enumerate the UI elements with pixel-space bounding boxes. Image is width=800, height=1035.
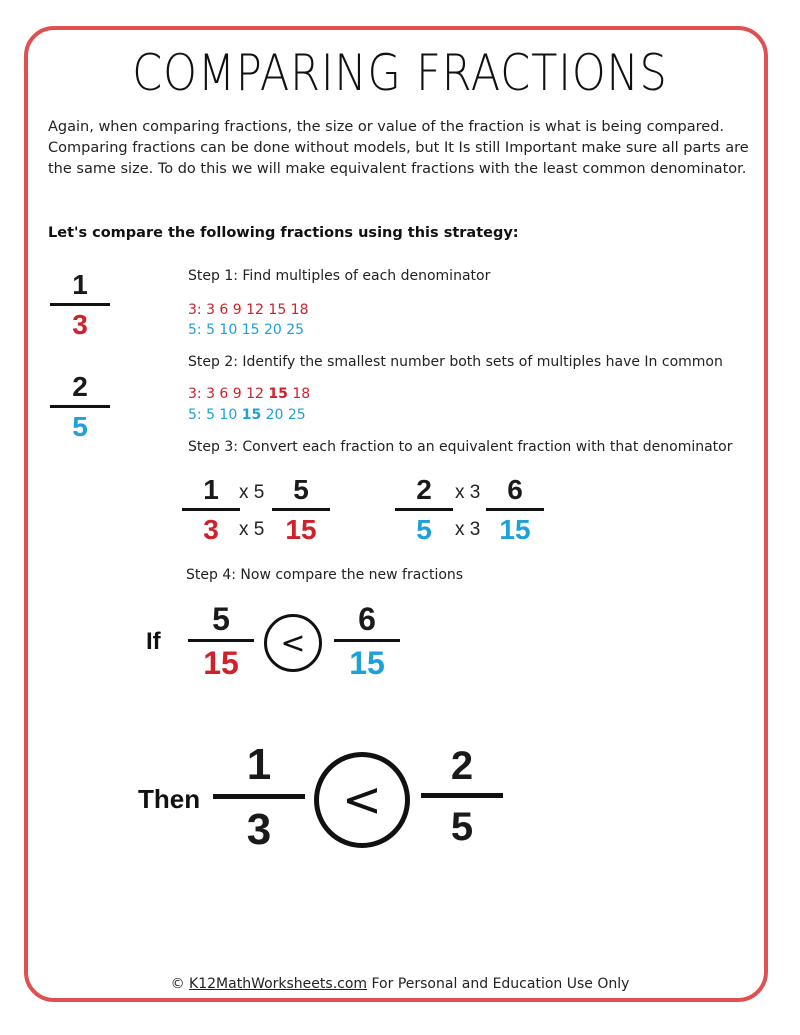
- multiples-of-three: 3: 3 6 9 12 15 18: [188, 302, 309, 318]
- less-than-symbol: <: [280, 625, 306, 661]
- numerator: 2: [72, 371, 88, 402]
- less-than-circle: [264, 614, 322, 672]
- numerator: 1: [72, 269, 88, 300]
- copyright-symbol: ©: [170, 976, 185, 992]
- fraction-bar: [50, 405, 110, 408]
- fraction-bar: [50, 303, 110, 306]
- step3-right-equivalent-fraction: [486, 474, 544, 546]
- multiplier-top: x 3: [455, 482, 481, 503]
- fraction-bar: [421, 793, 503, 798]
- denominator: 15: [285, 514, 317, 545]
- footer: [0, 976, 800, 992]
- numerator: 6: [358, 601, 376, 637]
- denominator: 5: [416, 514, 432, 545]
- denominator: 3: [246, 805, 272, 854]
- multiples-text: 18: [287, 386, 311, 402]
- numerator: 5: [293, 474, 309, 505]
- step3-left-original-fraction: [182, 474, 240, 546]
- step4-fraction-a: [188, 601, 254, 681]
- multiples-text: 5: 5 10: [188, 407, 242, 423]
- fraction-bar: [395, 508, 453, 511]
- then-word: Then: [138, 784, 201, 814]
- conclusion-fraction-two-fifths: [421, 743, 503, 850]
- multiples-of-three-highlighted: [188, 384, 310, 404]
- step3-left-equivalent-fraction: [272, 474, 330, 546]
- given-fraction-one-third: [50, 268, 110, 342]
- multiples-text: 3: 3 6 9 12: [188, 386, 269, 402]
- multiples-text: 20 25: [261, 407, 306, 423]
- site-link[interactable]: K12MathWorksheets.com: [189, 976, 368, 992]
- step-2-label: Step 2: Identify the smallest number both sets of multiples have In common: [188, 354, 723, 370]
- fraction-bar: [334, 639, 400, 642]
- denominator: 15: [203, 645, 239, 681]
- fraction-bar: [188, 639, 254, 642]
- denominator: 5: [450, 805, 474, 849]
- multiplier-top: x 5: [239, 482, 265, 503]
- numerator: 1: [246, 740, 272, 789]
- footer-note: For Personal and Education Use Only: [371, 976, 630, 992]
- conclusion-fraction-one-third: [213, 740, 305, 855]
- denominator: 3: [203, 514, 219, 545]
- multiplier-bottom: x 5: [239, 519, 265, 540]
- multiples-of-five: 5: 5 10 15 20 25: [188, 322, 305, 338]
- denominator: 5: [72, 411, 88, 442]
- numerator: 2: [416, 474, 432, 505]
- page-title: COMPARING FRACTIONS: [132, 44, 668, 102]
- fraction-bar: [213, 794, 305, 799]
- if-word: If: [146, 628, 161, 655]
- multiplier-bottom: x 3: [455, 519, 481, 540]
- multiples-of-five-highlighted: [188, 405, 306, 425]
- fraction-bar: [272, 508, 330, 511]
- step-1-label: Step 1: Find multiples of each denominator: [188, 268, 491, 284]
- step-3-label: Step 3: Convert each fraction to an equivalent fraction with that denominator: [188, 439, 733, 455]
- numerator: 1: [203, 474, 219, 505]
- fraction-bar: [486, 508, 544, 511]
- numerator: 2: [450, 744, 474, 788]
- less-than-symbol: <: [341, 772, 383, 828]
- intro-paragraph: Again, when comparing fractions, the size or value of the fraction is what is being compared. Comparing fractions can be done without models, but It Is still Important make sure all parts are the same size. To do this we will make equivalent fractions with the least common denominator.: [48, 119, 749, 177]
- numerator: 6: [507, 474, 523, 505]
- section-heading: Let's compare the following fractions using this strategy:: [48, 225, 519, 241]
- step3-right-original-fraction: [395, 474, 453, 546]
- fraction-bar: [182, 508, 240, 511]
- numerator: 5: [212, 601, 230, 637]
- denominator: 15: [499, 514, 531, 545]
- denominator: 3: [72, 309, 88, 340]
- given-fraction-two-fifths: [50, 370, 110, 444]
- step-4-label: Step 4: Now compare the new fractions: [186, 567, 464, 583]
- common-multiple: 15: [268, 386, 288, 402]
- step4-fraction-b: [334, 601, 400, 681]
- less-than-circle-large: [314, 752, 410, 848]
- common-multiple: 15: [241, 407, 262, 423]
- denominator: 15: [349, 645, 385, 681]
